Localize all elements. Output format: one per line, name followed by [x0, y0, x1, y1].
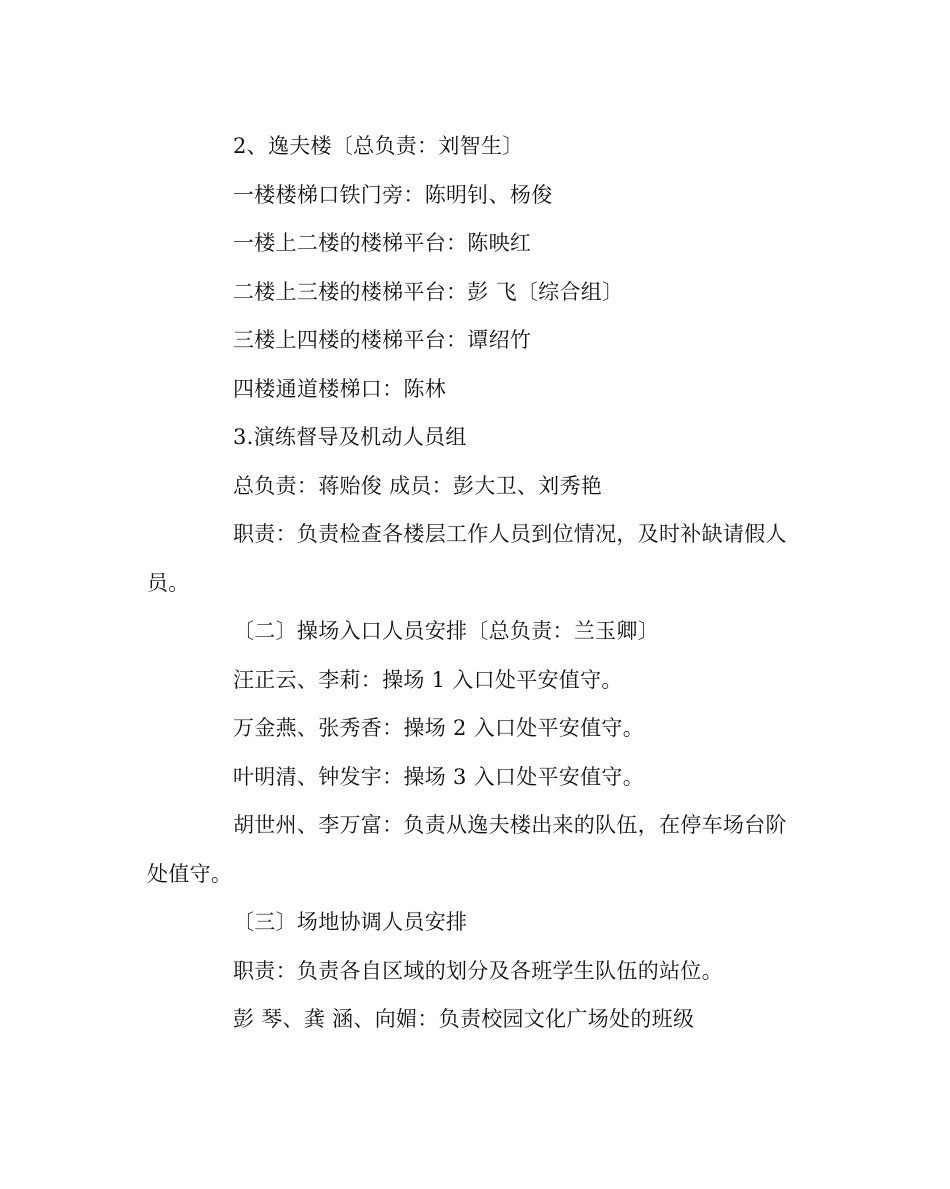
paragraph-line: 职责：负责各自区域的划分及各班学生队伍的站位。 — [233, 959, 723, 983]
paragraph-line: 汪正云、李莉：操场 1 入口处平安值守。 — [233, 668, 623, 692]
paragraph-line: 二楼上三楼的楼梯平台：彭 飞〔综合组〕 — [233, 280, 624, 304]
paragraph-line-continuation: 员。 — [147, 571, 190, 595]
paragraph-line: 总负责：蒋贻俊 成员：彭大卫、刘秀艳 — [233, 474, 603, 498]
paragraph-line: 胡世州、李万富：负责从逸夫楼出来的队伍，在停车场台阶 — [233, 813, 787, 837]
paragraph-line: 四楼通道楼梯口：陈林 — [233, 377, 446, 401]
paragraph-line: 叶明清、钟发宇：操场 3 入口处平安值守。 — [233, 765, 645, 789]
section-heading-venue-coordination: 〔三〕场地协调人员安排 — [233, 910, 468, 934]
paragraph-line: 万金燕、张秀香：操场 2 入口处平安值守。 — [233, 716, 645, 740]
paragraph-line: 职责：负责检查各楼层工作人员到位情况，及时补缺请假人 — [233, 522, 787, 546]
paragraph-line: 一楼上二楼的楼梯平台：陈映红 — [233, 231, 532, 255]
section-heading-yifu-building: 2、逸夫楼〔总负责：刘智生〕 — [233, 134, 524, 158]
paragraph-line: 彭 琴、龚 涵、向媚：负责校园文化广场处的班级 — [233, 1007, 695, 1031]
paragraph-line-continuation: 处值守。 — [147, 862, 233, 886]
paragraph-line: 一楼楼梯口铁门旁：陈明钊、杨俊 — [233, 183, 553, 207]
section-heading-drill-supervision: 3.演练督导及机动人员组 — [233, 425, 467, 449]
paragraph-line: 三楼上四楼的楼梯平台：谭绍竹 — [233, 328, 532, 352]
section-heading-playground-entrance: 〔二〕操场入口人员安排〔总负责：兰玉卿〕 — [233, 619, 659, 643]
